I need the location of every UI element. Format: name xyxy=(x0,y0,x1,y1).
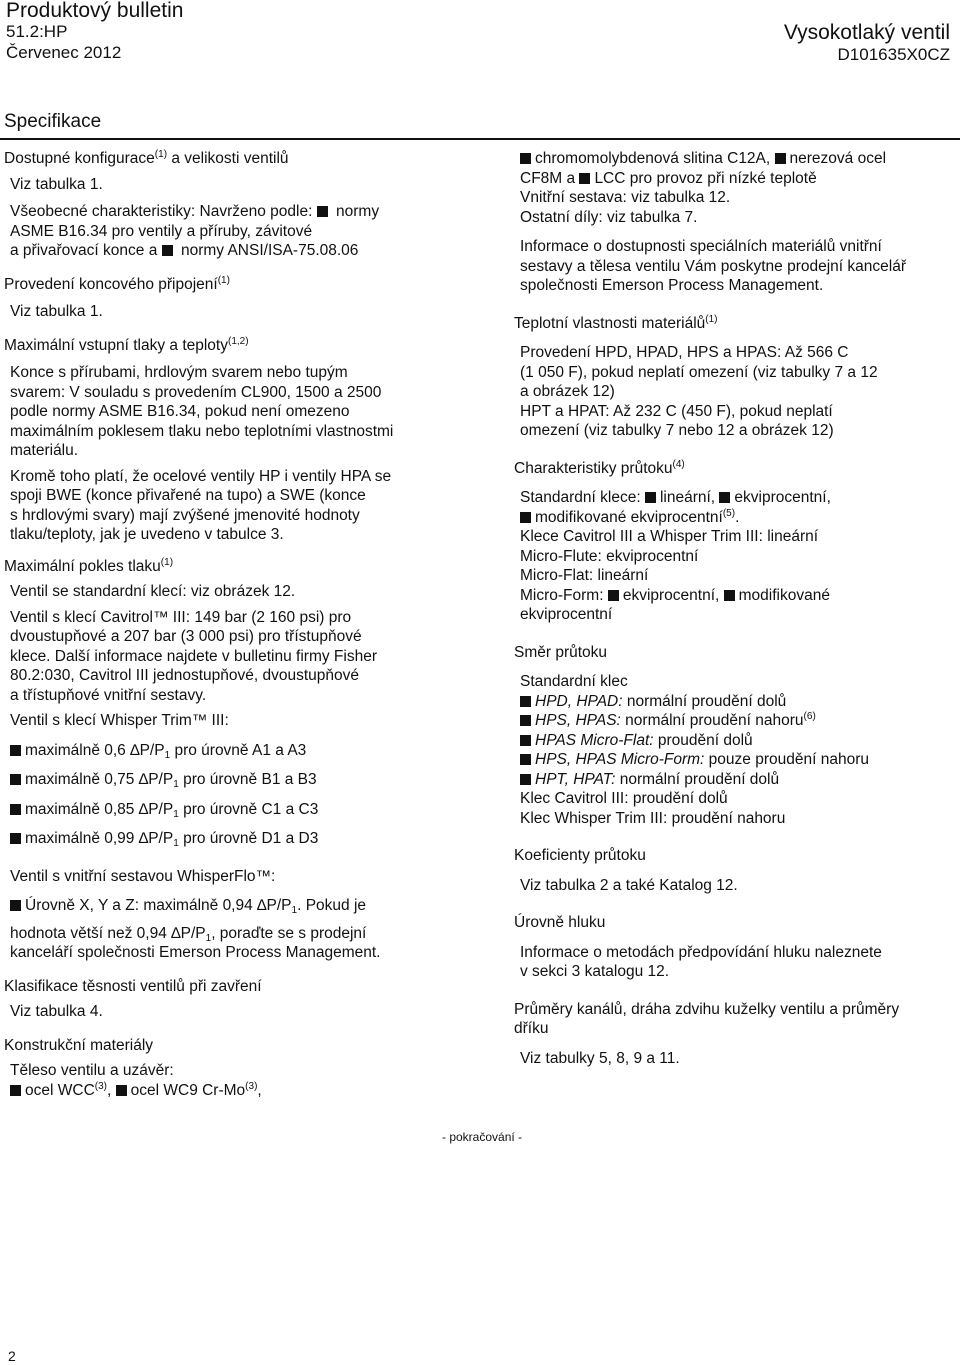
bulletin-title: Produktový bulletin xyxy=(6,0,184,22)
heading-shutoff: Klasifikace těsnosti ventilů při zavření xyxy=(4,977,262,995)
text: Viz tabulky 5, 8, 9 a 11. xyxy=(520,1049,680,1067)
text: maximálním poklesem tlaku nebo teplotními vlastnostmi xyxy=(10,422,394,440)
text: Ventil se standardní klecí: viz obrázek 12. xyxy=(10,583,296,600)
text: 80.2:030, Cavitrol III jednostupňové, dvoustupňové xyxy=(10,667,359,684)
text: Informace o metodách předpovídání hluku naleznete xyxy=(520,943,882,961)
text: Klec Cavitrol III: proudění dolů xyxy=(520,790,728,807)
left-column xyxy=(4,149,454,1100)
flow-row: HPS, HPAS Micro-Form: pouze proudění nahoru xyxy=(514,750,954,770)
text: omezení (viz tabulky 7 nebo 12 a obrázek 12) xyxy=(520,422,834,439)
whisper-trim-row: maximálně 0,99 $\Delta P/P_1$ pro úrovně D1 a D3 xyxy=(4,829,454,849)
text: Klece Cavitrol III a Whisper Trim III: lineární xyxy=(520,528,819,545)
square-bullet-icon xyxy=(579,173,590,184)
flow-row: HPT, HPAT: normální proudění dolů xyxy=(514,770,954,790)
square-bullet-icon xyxy=(520,735,531,746)
square-bullet-icon xyxy=(719,492,730,503)
square-bullet-icon xyxy=(10,900,21,911)
text: modifikované ekviprocentní$^{(5)}$. xyxy=(514,508,954,528)
text: HPT a HPAT: Až 232 C (450 F), pokud neplatí xyxy=(520,402,833,420)
heading-port-diameters-cont: dříku xyxy=(514,1020,549,1037)
square-bullet-icon xyxy=(162,245,173,256)
flow-row: HPD, HPAD: normální proudění dolů xyxy=(514,692,954,712)
text: CF8M a LCC pro provoz při nízké teplotě xyxy=(520,169,817,187)
square-bullet-icon xyxy=(775,153,786,164)
heading-flow-coefficients: Koeficienty průtoku xyxy=(514,847,646,864)
header-right xyxy=(784,22,950,66)
square-bullet-icon xyxy=(520,774,531,785)
text: svarem: V souladu s provedením CL900, 1500 a 2500 xyxy=(10,383,382,401)
square-bullet-icon xyxy=(724,590,735,601)
square-bullet-icon xyxy=(520,512,531,523)
heading-noise: Úrovně hluku xyxy=(514,914,606,931)
text: spoji BWE (konce přivařené na tupo) a SWE (konce xyxy=(10,487,366,504)
heading-port-diameters: Průměry kanálů, dráha zdvihu kuželky ventilu a průměry xyxy=(514,1000,900,1018)
text: Klec Whisper Trim III: proudění nahoru xyxy=(520,809,786,827)
text: klece. Další informace najdete v bulletinu firmy Fisher xyxy=(10,647,377,665)
text: tlaku/teploty, jak je uvedeno v tabulce 3. xyxy=(10,526,284,543)
square-bullet-icon xyxy=(10,774,21,785)
document-code: D101635X0CZ xyxy=(837,45,950,64)
text: Těleso ventilu a uzávěr: xyxy=(10,1062,174,1079)
text: v sekci 3 katalogu 12. xyxy=(520,963,670,980)
right-column xyxy=(514,149,954,1068)
text: Ventil s klecí Cavitrol™ III: 149 bar (2 160 psi) pro xyxy=(10,608,352,626)
flow-row: HPAS Micro-Flat: proudění dolů xyxy=(514,731,954,751)
product-name: Vysokotlaký ventil xyxy=(783,21,950,44)
text: Informace o dostupnosti speciálních materiálů vnitřní xyxy=(520,238,882,255)
heading-configurations: Dostupné konfigurace$^{(1)}$ a velikosti ventilů xyxy=(4,149,289,167)
text: a obrázek 12) xyxy=(520,383,615,400)
text: a přivařovací konce a normy ANSI/ISA-75.08.06 xyxy=(10,242,359,259)
square-bullet-icon xyxy=(608,590,619,601)
text: a třístupňové vnitřní sestavy. xyxy=(10,686,207,704)
text: (1 050 F), pokud neplatí omezení (viz tabulky 7 a 12 xyxy=(520,363,878,381)
text: společnosti Emerson Process Management. xyxy=(520,277,824,294)
text: ekviprocentní xyxy=(520,606,613,623)
whisper-trim-row: maximálně 0,6 $\Delta P/P_1$ pro úrovně A1 a A3 xyxy=(4,741,454,761)
square-bullet-icon xyxy=(10,833,21,844)
heading-max-inlet: Maximální vstupní tlaky a teploty$^{(1,2)}$ xyxy=(4,335,249,354)
text: sestavy a tělesa ventilu Vám poskytne prodejní kancelář xyxy=(520,257,906,275)
text: Micro-Form: ekviprocentní, modifikované xyxy=(520,586,830,604)
text: Viz tabulka 4. xyxy=(10,1003,103,1020)
text: Micro-Flat: lineární xyxy=(520,567,649,584)
square-bullet-icon xyxy=(520,696,531,707)
text: Ventil s vnitřní sestavou WhisperFlo™: xyxy=(10,867,276,885)
bulletin-number: 51.2:HP xyxy=(6,22,68,41)
text: hodnota větší než 0,94 $\Delta P/P_1$, poraďte se s prodejní xyxy=(10,924,367,944)
text: dvoustupňové a 207 bar (3 000 psi) pro třístupňové xyxy=(10,628,362,645)
heading-max-pressure-drop: Maximální pokles tlaku$^{(1)}$ xyxy=(4,556,174,575)
text: Viz tabulka 1. xyxy=(10,175,103,193)
heading-temperature: Teplotní vlastnosti materiálů$^{(1)}$ xyxy=(514,313,718,332)
square-bullet-icon xyxy=(520,754,531,765)
text: ASME B16.34 pro ventily a příruby, závitové xyxy=(10,222,313,240)
text: Standardní klece: lineární, ekviprocentní, xyxy=(520,489,831,506)
text: Úrovně X, Y a Z: maximálně 0,94 $\Delta P/P_1$. Pokud je xyxy=(4,896,454,916)
text: Provedení HPD, HPAD, HPS a HPAS: Až 566 C xyxy=(520,344,849,361)
text: chromomolybdenová slitina C12A, nerezová ocel xyxy=(514,149,954,169)
text: Ostatní díly: viz tabulka 7. xyxy=(520,208,698,226)
whisper-trim-row: maximálně 0,75 $\Delta P/P_1$ pro úrovně B1 a B3 xyxy=(4,770,454,790)
section-title: Specifikace xyxy=(4,111,102,132)
square-bullet-icon xyxy=(116,1085,127,1096)
square-bullet-icon xyxy=(520,153,531,164)
square-bullet-icon xyxy=(10,1085,21,1096)
section-rule xyxy=(0,138,960,140)
heading-flow-direction: Směr průtoku xyxy=(514,643,608,661)
text: Všeobecné charakteristiky: Navrženo podle: normy xyxy=(10,203,380,220)
text: Vnitřní sestava: viz tabulka 12. xyxy=(520,189,731,206)
flow-row: HPS, HPAS: normální proudění nahoru$^{(6)}$ xyxy=(514,711,954,731)
text: Standardní klec xyxy=(520,673,628,690)
text: ocel WCC$^{(3)}$, ocel WC9 Cr-Mo$^{(3)}$, xyxy=(4,1081,454,1101)
text: Kromě toho platí, že ocelové ventily HP i ventily HPA se xyxy=(10,467,392,485)
square-bullet-icon xyxy=(10,745,21,756)
header-left xyxy=(6,0,183,63)
square-bullet-icon xyxy=(317,206,328,217)
text: kanceláří společnosti Emerson Process Management. xyxy=(10,944,381,961)
whisper-trim-row: maximálně 0,85 $\Delta P/P_1$ pro úrovně C1 a C3 xyxy=(4,800,454,820)
square-bullet-icon xyxy=(520,715,531,726)
text: Viz tabulka 1. xyxy=(10,303,103,320)
text: Ventil s klecí Whisper Trim™ III: xyxy=(10,712,229,729)
square-bullet-icon xyxy=(10,804,21,815)
text: materiálu. xyxy=(10,442,79,459)
text: s hrdlovými svary) mají zvýšené jmenovité hodnoty xyxy=(10,506,360,524)
text: Konce s přírubami, hrdlovým svarem nebo tupým xyxy=(10,364,348,381)
heading-flow-characteristics: Charakteristiky průtoku$^{(4)}$ xyxy=(514,458,685,477)
bulletin-date: Červenec 2012 xyxy=(6,43,122,62)
continued-label: - pokračování - xyxy=(442,1130,523,1144)
text: Micro-Flute: ekviprocentní xyxy=(520,547,699,565)
page-number: 2 xyxy=(8,1348,16,1364)
text: podle normy ASME B16.34, pokud není omezeno xyxy=(10,403,350,420)
text: Viz tabulka 2 a také Katalog 12. xyxy=(520,876,738,894)
heading-materials: Konstrukční materiály xyxy=(4,1036,154,1054)
heading-end-connection: Provedení koncového připojení$^{(1)}$ xyxy=(4,274,230,293)
square-bullet-icon xyxy=(645,492,656,503)
